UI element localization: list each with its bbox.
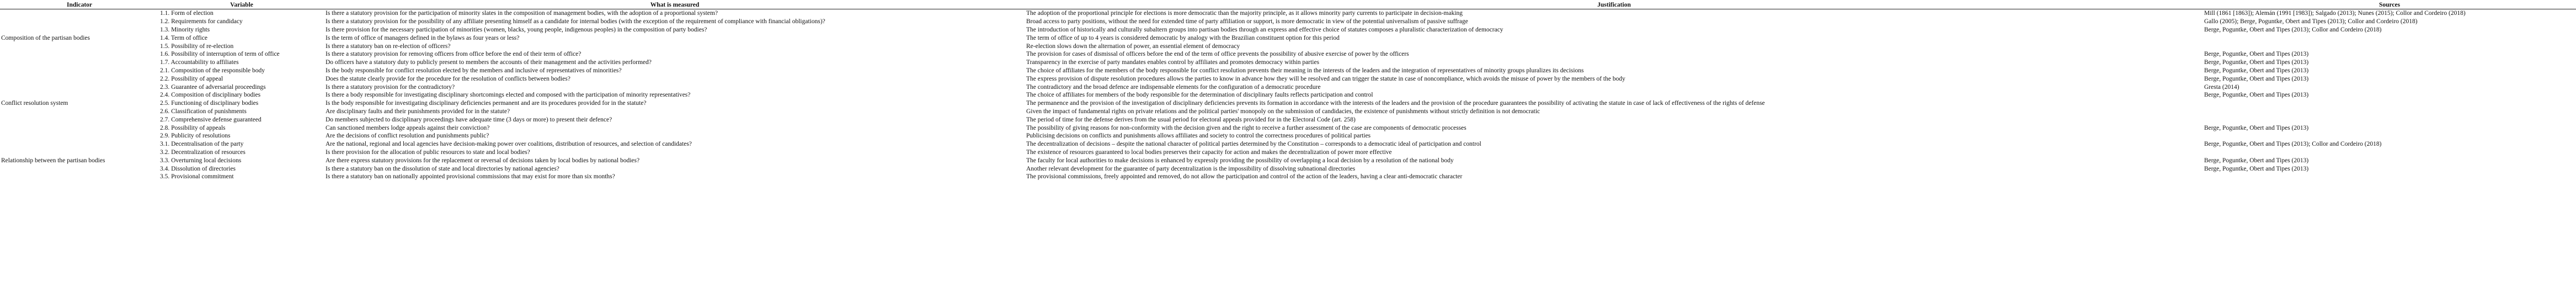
- cell-indicator: Composition of the partisan bodies: [1, 34, 90, 41]
- cell-what-is-measured: Is there a statutory provision for removing officers from office before the end of their term of office?: [326, 51, 582, 58]
- cell-justification: Given the impact of fundamental rights on private relations and the political parties' monopoly on the submission of candidacies, the existence of punishments without strictly definition is not democratic: [1026, 108, 1540, 115]
- cell-indicator: [0, 108, 159, 116]
- cell-justification: The express provision of dispute resolution procedures allows the parties to know in advance how they will be resolved and can trigger the statute in case of noncompliance, which avoids the misuse of power by the members of the body: [1026, 75, 1625, 82]
- cell-variable: 3.2. Decentralization of resources: [160, 148, 246, 156]
- cell-justification: The decentralization of decisions – despite the national character of political parties determined by the Constitution – corresponds to a democratic ideal of participation and control: [1026, 141, 1481, 148]
- cell-what-is-measured: Is there a statutory ban on the dissolution of state and local directories by national agencies?: [326, 165, 559, 172]
- cell-indicator: [0, 140, 159, 148]
- cell-justification: The provision for cases of dismissal of officers before the end of the term of office prevents the possibility of abusive exercise of power by the officers: [1026, 51, 1409, 58]
- cell-what-is-measured: Is the term of office of managers defined in the bylaws as four years or less?: [326, 34, 520, 41]
- table-row: [0, 156, 2576, 164]
- cell-sources: [2203, 42, 2576, 50]
- table-row: [0, 140, 2576, 148]
- cell-justification: The provisional commissions, freely appointed and removed, do not allow the participation and control of the action of the leaders, having a clear anti-democratic character: [1026, 173, 1463, 180]
- cell-sources: Berge, Poguntke, Obert and Tipes (2013): [2204, 124, 2309, 131]
- cell-indicator: [0, 132, 159, 140]
- cell-sources: Berge, Poguntke, Obert and Tipes (2013): [2204, 157, 2309, 164]
- cell-variable: 2.9. Publicity of resolutions: [160, 132, 231, 140]
- cell-sources: Berge, Poguntke, Obert and Tipes (2013): [2204, 92, 2309, 99]
- cell-what-is-measured: Can sanctioned members lodge appeals against their conviction?: [326, 124, 490, 131]
- cell-variable: 1.6. Possibility of interruption of term of office: [160, 51, 280, 58]
- table-row: [0, 42, 2576, 50]
- cell-justification: Transparency in the exercise of party mandates enables control by affiliates and promotes democracy within parties: [1026, 59, 1320, 66]
- cell-variable: 2.7. Comprehensive defense guaranteed: [160, 116, 262, 123]
- cell-sources: Berge, Poguntke, Obert and Tipes (2013): [2204, 165, 2309, 172]
- table-row: [0, 34, 2576, 42]
- table-row: [0, 91, 2576, 99]
- cell-justification: The existence of resources guaranteed to local bodies preserves their capacity for action and makes the decentralization of power more effective: [1026, 148, 1392, 156]
- cell-sources: Berge, Poguntke, Obert and Tipes (2013): [2204, 51, 2309, 58]
- indicators-table: [0, 1, 2576, 181]
- cell-justification: The faculty for local authorities to make decisions is enhanced by expressly providing the possibility of overlapping a local decision by a resolution of the national body: [1026, 157, 1454, 164]
- cell-what-is-measured: Is there provision for the allocation of public resources to state and local bodies?: [326, 148, 530, 156]
- cell-what-is-measured: Is there a body responsible for investigating disciplinary shortcomings elected and composed with the participation of minority representatives?: [326, 92, 691, 99]
- table-row: [0, 173, 2576, 181]
- cell-variable: 1.3. Minority rights: [160, 26, 210, 33]
- cell-what-is-measured: Do members subjected to disciplinary proceedings have adequate time (3 days or more) to present their defence?: [326, 116, 612, 123]
- cell-what-is-measured: Do officers have a statutory duty to publicly present to members the accounts of their management and the activities performed?: [326, 59, 652, 66]
- cell-indicator: [0, 75, 159, 83]
- cell-what-is-measured: Is there a statutory provision for the participation of minority slates in the composition of management bodies, with the adoption of a proportional system?: [326, 10, 718, 17]
- cell-variable: 2.2. Possibility of appeal: [160, 75, 223, 82]
- cell-indicator: Relationship between the partisan bodies: [1, 157, 105, 164]
- cell-variable: 1.2. Requirements for candidacy: [160, 18, 243, 25]
- cell-justification: The permanence and the provision of the investigation of disciplinary deficiencies prevents its formation in accordance with the interests of the leaders and the provision of the procedure guarantees the possibility of activating the statute in case of lack of effectiveness of the rights of defense: [1026, 100, 1765, 107]
- cell-indicator: [0, 91, 159, 99]
- header-indicator: Indicator: [67, 2, 92, 8]
- cell-justification: The possibility of giving reasons for non-conformity with the decision given and the right to receive a further assessment of the case are components of democratic processes: [1026, 124, 1466, 131]
- cell-what-is-measured: Is there a statutory provision for the contradictory?: [326, 83, 455, 91]
- table-row: [0, 83, 2576, 91]
- cell-justification: The introduction of historically and culturally subaltern groups into partisan bodies through an express and effective choice of statutes composes a pluralistic characterization of democracy: [1026, 26, 1503, 33]
- table-row: [0, 164, 2576, 173]
- table-row: [0, 9, 2576, 18]
- table-row: [0, 50, 2576, 59]
- cell-justification: Publicising decisions on conflicts and punishments allows affiliates and society to control the correctness procedures of political parties: [1026, 132, 1371, 140]
- cell-variable: 2.4. Composition of disciplinary bodies: [160, 92, 261, 99]
- cell-what-is-measured: Is there a statutory ban on re-election of officers?: [326, 43, 451, 50]
- table-row: [0, 124, 2576, 132]
- table-body: [0, 9, 2576, 181]
- cell-sources: [2203, 148, 2576, 157]
- cell-indicator: [0, 115, 159, 124]
- cell-indicator: [0, 9, 159, 18]
- cell-what-is-measured: Does the statute clearly provide for the procedure for the resolution of conflicts between bodies?: [326, 75, 570, 82]
- cell-indicator: [0, 148, 159, 157]
- cell-variable: 3.4. Dissolution of directories: [160, 165, 236, 172]
- cell-sources: Berge, Poguntke, Obert and Tipes (2013); Collor and Cordeiro (2018): [2204, 26, 2382, 33]
- cell-what-is-measured: Is the body responsible for investigating disciplinary deficiencies permanent and are its procedures provided for in the statute?: [326, 100, 647, 107]
- cell-indicator: [0, 67, 159, 75]
- cell-variable: 2.1. Composition of the responsible body: [160, 67, 265, 74]
- cell-indicator: [0, 42, 159, 50]
- cell-variable: 2.6. Classification of punishments: [160, 108, 247, 115]
- cell-variable: 1.4. Term of office: [160, 34, 207, 41]
- cell-indicator: [0, 18, 159, 26]
- cell-sources: Gresta (2014): [2204, 83, 2239, 91]
- cell-variable: 2.5. Functioning of disciplinary bodies: [160, 100, 259, 107]
- cell-variable: 1.5. Possibility of re-election: [160, 43, 234, 50]
- cell-indicator: [0, 164, 159, 173]
- cell-justification: The choice of affiliates for the members of the body responsible for conflict resolution prevents their meaning in the interests of the leaders and the integration of representatives of minority groups pluralizes its decisions: [1026, 67, 1584, 74]
- table-row: [0, 18, 2576, 26]
- table-row: [0, 132, 2576, 140]
- cell-justification: The contradictory and the broad defence are indispensable elements for the configuration of a democratic procedure: [1026, 83, 1321, 91]
- header-sources: Sources: [2378, 2, 2401, 8]
- table-row: [0, 26, 2576, 34]
- cell-what-is-measured: Are there express statutory provisions for the replacement or reversal of decisions taken by local bodies by national bodies?: [326, 157, 640, 164]
- table-row: [0, 67, 2576, 75]
- cell-indicator: [0, 83, 159, 91]
- cell-indicator: [0, 59, 159, 67]
- cell-justification: The period of time for the defense derives from the usual period for electoral appeals provided for in the Electoral Code (art. 258): [1026, 116, 1356, 123]
- header-what-is-measured: What is measured: [650, 2, 700, 8]
- cell-sources: Berge, Poguntke, Obert and Tipes (2013); Collor and Cordeiro (2018): [2204, 141, 2382, 148]
- cell-variable: 2.8. Possibility of appeals: [160, 124, 226, 131]
- cell-indicator: [0, 173, 159, 181]
- cell-justification: Re-election slows down the alternation of power, an essential element of democracy: [1026, 43, 1240, 50]
- cell-variable: 3.5. Provisional commitment: [160, 173, 234, 180]
- table-row: [0, 108, 2576, 116]
- cell-variable: 1.1. Form of election: [160, 10, 214, 17]
- cell-what-is-measured: Is there a statutory provision for the possibility of any affiliate presenting himself as a candidate for internal bodies (with the exception of the requirement of compliance with financial obligations)?: [326, 18, 825, 25]
- cell-sources: [2203, 34, 2576, 42]
- cell-sources: Berge, Poguntke, Obert and Tipes (2013): [2204, 75, 2309, 82]
- table-header-row: [0, 1, 2576, 9]
- table-row: [0, 115, 2576, 124]
- cell-justification: Broad access to party positions, without the need for extended time of party affiliation or support, is more democratic in view of the potential universalism of passive suffrage: [1026, 18, 1468, 25]
- cell-variable: 3.1. Decentralisation of the party: [160, 141, 244, 148]
- cell-sources: Gallo (2005); Berge, Poguntke, Obert and Tipes (2013); Collor and Cordeiro (2018): [2204, 18, 2418, 25]
- cell-what-is-measured: Is there provision for the necessary participation of minorities (women, blacks, young people, indigenous peoples) in the composition of party bodies?: [326, 26, 707, 33]
- cell-what-is-measured: Are the national, regional and local agencies have decision-making power over coalitions, distribution of resources, and selection of candidates?: [326, 141, 692, 148]
- cell-justification: The adoption of the proportional principle for elections is more democratic than the majority principle, as it allows minority party currents to participate in decision-making: [1026, 10, 1463, 17]
- cell-sources: [2203, 108, 2576, 116]
- cell-what-is-measured: Are disciplinary faults and their punishments provided for in the statute?: [326, 108, 510, 115]
- cell-what-is-measured: Are the decisions of conflict resolution and punishments public?: [326, 132, 489, 140]
- cell-variable: 1.7. Accountability to affiliates: [160, 59, 239, 66]
- table-row: [0, 99, 2576, 108]
- table-row: [0, 59, 2576, 67]
- header-justification: Justification: [1597, 2, 1631, 8]
- cell-justification: Another relevant development for the guarantee of party decentralization is the impossibility of dissolving subnational directories: [1026, 165, 1356, 172]
- cell-indicator: [0, 26, 159, 34]
- cell-sources: [2203, 99, 2576, 108]
- cell-sources: Berge, Poguntke, Obert and Tipes (2013): [2204, 67, 2309, 74]
- cell-sources: Mill (1861 [1863]); Alemán (1991 [1983]); Salgado (2013); Nunes (2015); Collor and Cordeiro (2018): [2204, 10, 2466, 17]
- cell-indicator: [0, 50, 159, 59]
- cell-sources: [2203, 115, 2576, 124]
- table-row: [0, 148, 2576, 157]
- cell-variable: 3.3. Overturning local decisions: [160, 157, 242, 164]
- cell-variable: 2.3. Guarantee of adversarial proceedings: [160, 83, 266, 91]
- cell-justification: The term of office of up to 4 years is considered democratic by analogy with the Brazilian constituent option for this period: [1026, 34, 1340, 41]
- cell-sources: [2203, 173, 2576, 181]
- cell-sources: [2203, 132, 2576, 140]
- cell-what-is-measured: Is there a statutory ban on nationally appointed provisional commissions that may exist for more than six months?: [326, 173, 615, 180]
- table-row: [0, 75, 2576, 83]
- cell-indicator: Conflict resolution system: [1, 100, 68, 107]
- cell-justification: The choice of affiliates for members of the body responsible for the determination of disciplinary faults reflects participation and control: [1026, 92, 1373, 99]
- cell-indicator: [0, 124, 159, 132]
- header-variable: Variable: [230, 2, 253, 8]
- cell-sources: Berge, Poguntke, Obert and Tipes (2013): [2204, 59, 2309, 66]
- cell-what-is-measured: Is the body responsible for conflict resolution elected by the members and inclusive of representatives of minorities?: [326, 67, 622, 74]
